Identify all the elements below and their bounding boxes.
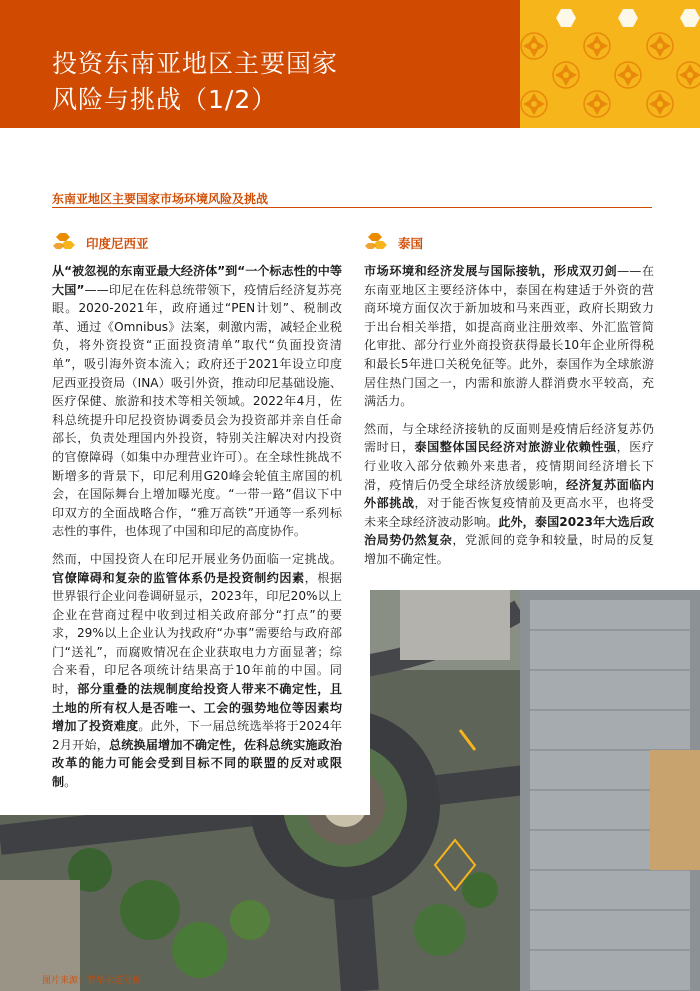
indonesia-heading-label: 印度尼西亚 xyxy=(86,236,149,251)
thailand-p2-f: 此外，泰国2023年大选后政治局势仍然复杂 xyxy=(364,514,654,548)
title-line-2: 风险与挑战（1/2） xyxy=(52,85,278,114)
thailand-p2-b: 泰国整体国民经济对旅游业依赖性强 xyxy=(414,440,617,455)
thailand-p2-d: 经济复苏面临内外部挑战 xyxy=(364,477,654,511)
pattern-graphic xyxy=(520,0,700,128)
indonesia-paragraph-1 xyxy=(52,262,342,541)
decorative-pattern xyxy=(520,0,700,128)
indonesia-p2-e: 。此外，下一届总统选举将于2024年2月开始， xyxy=(52,719,342,752)
title-line-1: 投资东南亚地区主要国家 xyxy=(52,49,339,78)
thailand-p2-e: ，对于能否恢复疫情前及更高水平，也将受未来全球经济波动影响。 xyxy=(364,496,654,529)
thailand-p2-a: 然而，与全球经济接轨的反面则是疫情后经济复苏仍需时日， xyxy=(364,421,654,455)
indonesia-paragraph-2 xyxy=(52,550,342,792)
indonesia-p2-d: 部分重叠的法规制度给投资人带来不确定性，且土地的所有权人是否唯一、工会的强势地位等因素均增加了投资难度 xyxy=(52,682,342,734)
hexagon-icon xyxy=(52,232,78,254)
header-banner xyxy=(0,0,520,128)
thailand-p2-g: ，党派间的竞争和较量，时局的反复增加不确定性。 xyxy=(364,533,654,566)
thailand-p2-c: ，医疗行业收入部分依赖外来患者，疫情期间经济增长下滑，疫情后仍受全球经济放缓影响， xyxy=(364,440,654,492)
indonesia-p2-a: 然而，中国投资人在印尼开展业务仍面临一定挑战。 xyxy=(52,551,342,566)
thailand-heading-label: 泰国 xyxy=(398,236,424,251)
thailand-body xyxy=(364,262,654,578)
indonesia-p1-text: ——印尼在佐科总统带领下，疫情后经济复苏亮眼。2020-2021年，政府通过“PEN计划”、税制改革、通过《Omnibus》法案，刺激内需，减轻企业税负，将外资投资“正面投资清单”取代“负面投资清单”，吸引海外资本流入；政府还于2021年设立印度尼西亚投资局（INA）吸引外资，推动印尼基础设施、医疗保健、旅游和技术等相关领域。2022年4月，佐科总统提升印尼投资协调委员会为投资部并亲自任命部长，负责处理国内外投资，特别关注解决对内投资的官僚障碍（如集中办理营业许可）。在全球性挑战不断增多的背景下，印尼利用G20峰会轮值主席国的机会，在国际舞台上增加曝光度。“一带一路”倡议下中印双方的全面战略合作，“雅万高铁”开通等一系列标志性的事件，也体现了中国和印尼的高度协作。 xyxy=(52,282,342,539)
indonesia-p2-g: 。 xyxy=(64,775,77,790)
section-title: 东南亚地区主要国家市场环境风险及挑战 xyxy=(52,192,269,206)
hexagon-icon xyxy=(364,232,390,254)
thailand-p1-text: ——在东南亚地区主要经济体中，泰国在构建适于外资的营商环境方面仅次于新加坡和马来西亚，政府长期致力于出台相关举措，如提高商业注册效率、外汇监管简化审批、部分行业外商投资获得最长10年企业所得税和最长5年进口关税免征等。此外，泰国作为全球旅游居住热门国之一，内需和旅游人群消费水平较高，充满活力。 xyxy=(364,264,654,409)
indonesia-p2-b: 官僚障碍和复杂的监管体系仍是投资制约因素 xyxy=(52,570,305,585)
indonesia-p2-c: ，根据世界银行企业问卷调研显示，2023年，印尼20%以上企业在营商过程中收到过相关政府部分“打点”的要求，29%以上企业认为找政府“办事”需要给与政府部门“送礼”，而腐败情况在企业获取电力方面显著；综合来看，印尼各项统计结果高于10年前的中国。同时， xyxy=(52,570,342,697)
indonesia-p2-f: 总统换届增加不确定性，佐科总统实施政治改革的能力可能会受到目标不同的联盟的反对或限制 xyxy=(52,737,342,790)
indonesia-body xyxy=(52,262,342,801)
thailand-paragraph-1 xyxy=(364,262,654,411)
image-credit: 图片来源：普华永道分析 xyxy=(42,976,142,986)
section-divider xyxy=(52,207,652,208)
indonesia-p1-bold: 从“被忽视的东南亚最大经济体”到“一个标志性的中等大国” xyxy=(52,264,342,297)
thailand-p1-bold: 市场环境和经济发展与国际接轨，形成双刃剑 xyxy=(364,264,618,278)
thailand-paragraph-2 xyxy=(364,420,654,569)
page-title xyxy=(52,46,338,118)
